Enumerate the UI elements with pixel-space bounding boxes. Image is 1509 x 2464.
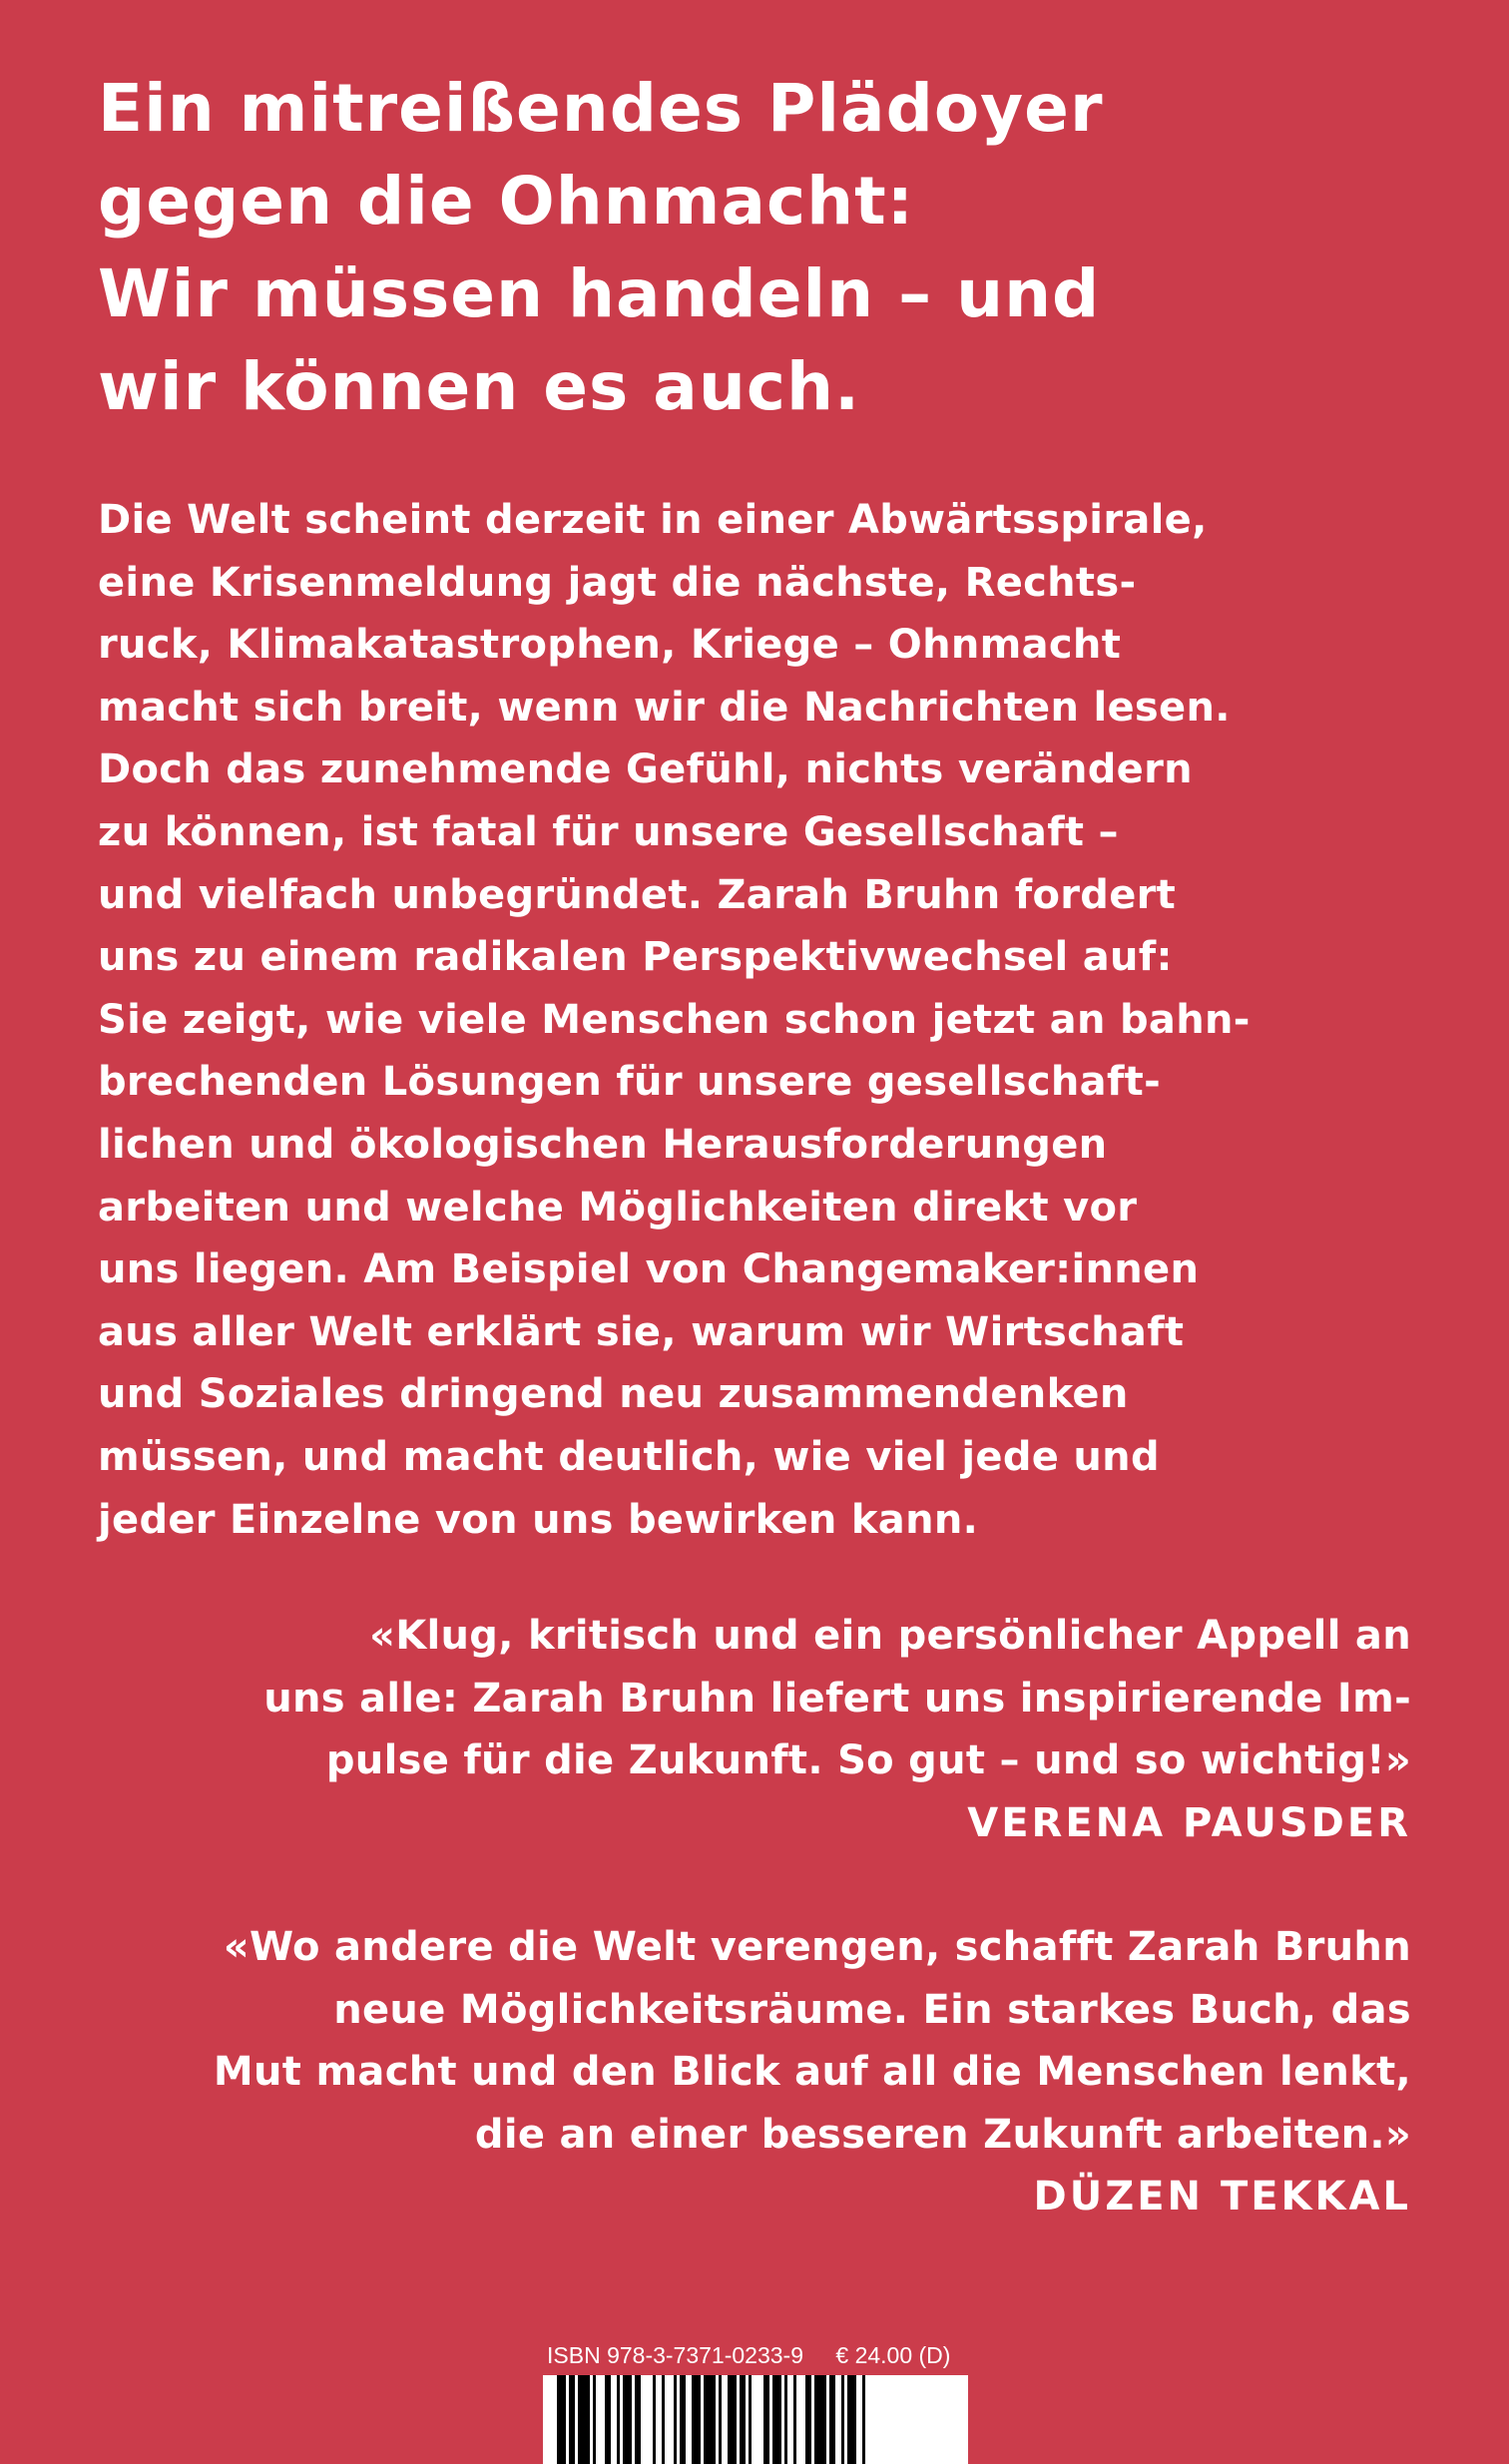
blurb-line: brechenden Lösungen für unsere gesellschaft- <box>98 1059 1161 1106</box>
blurb-line: Doch das zunehmende Gefühl, nichts verändern <box>98 746 1193 793</box>
blurb-line: jeder Einzelne von uns bewirken kann. <box>98 1496 979 1543</box>
barcode-bar <box>740 2375 746 2464</box>
quote-line: pulse für die Zukunft. So gut – und so wichtig!» <box>325 1737 1411 1784</box>
blurb-line: und Soziales dringend neu zusammendenken <box>98 1371 1129 1418</box>
blurb-line: aus aller Welt erklärt sie, warum wir Wirtschaft <box>98 1308 1185 1355</box>
testimonial-quote <box>214 1916 1411 2228</box>
barcode-bar <box>662 2375 665 2464</box>
barcode-bar <box>784 2375 787 2464</box>
blurb-line: Die Welt scheint derzeit in einer Abwärtsspirale, <box>98 497 1208 543</box>
barcode-bar <box>569 2375 575 2464</box>
isbn-price-line <box>547 2341 950 2369</box>
barcode-graphic <box>543 2375 968 2464</box>
barcode-bar <box>841 2375 844 2464</box>
blurb-line: eine Krisenmeldung jagt die nächste, Rechts- <box>98 559 1137 606</box>
barcode-bar <box>763 2375 769 2464</box>
isbn-number: ISBN 978-3-7371-0233-9 <box>547 2342 803 2368</box>
quote-line: neue Möglichkeitsräume. Ein starkes Buch, das <box>333 1986 1411 2033</box>
barcode-bar <box>680 2375 686 2464</box>
barcode-bar <box>593 2375 596 2464</box>
barcode-bar <box>692 2375 701 2464</box>
barcode-bar <box>635 2375 641 2464</box>
testimonial-quote <box>263 1605 1411 1854</box>
blurb-line: uns liegen. Am Beispiel von Changemaker:innen <box>98 1246 1200 1293</box>
barcode-bar <box>772 2375 781 2464</box>
quote-author: VERENA PAUSDER <box>967 1799 1411 1846</box>
barcode-bar <box>578 2375 590 2464</box>
barcode-icon <box>543 2375 968 2464</box>
barcode-bar <box>829 2375 835 2464</box>
blurb-line: ruck, Klimakatastrophen, Kriege – Ohnmacht <box>98 622 1122 669</box>
barcode-bar <box>728 2375 737 2464</box>
barcode-bar <box>674 2375 677 2464</box>
headline-line: Ein mitreißendes Plädoyer <box>98 70 1104 147</box>
barcode-bar <box>847 2375 856 2464</box>
quote-line: «Wo andere die Welt verengen, schafft Zarah Bruhn <box>223 1924 1411 1970</box>
quote-line: «Klug, kritisch und ein persönlicher Appell an <box>369 1613 1411 1659</box>
barcode-bar <box>719 2375 722 2464</box>
barcode-bar <box>704 2375 716 2464</box>
barcode-bar <box>653 2375 656 2464</box>
barcode-bar <box>793 2375 796 2464</box>
barcode-bar <box>605 2375 611 2464</box>
headline-line: wir können es auch. <box>98 348 861 425</box>
quote-author: DÜZEN TEKKAL <box>1033 2174 1411 2220</box>
blurb-line: und vielfach unbegründet. Zarah Bruhn fordert <box>98 871 1177 918</box>
quote-line: Mut macht und den Blick auf all die Menschen lenkt, <box>213 2049 1411 2096</box>
headline <box>98 62 1104 433</box>
barcode-bar <box>617 2375 620 2464</box>
barcode-bar <box>623 2375 632 2464</box>
barcode-bar <box>557 2375 566 2464</box>
barcode-bar <box>814 2375 826 2464</box>
blurb-line: macht sich breit, wenn wir die Nachrichten lesen. <box>98 684 1231 731</box>
headline-line: Wir müssen handeln – und <box>98 255 1101 332</box>
headline-line: gegen die Ohnmacht: <box>98 163 915 240</box>
quote-line: die an einer besseren Zukunft arbeiten.» <box>474 2111 1411 2158</box>
price: € 24.00 (D) <box>835 2342 951 2368</box>
blurb-line: arbeiten und welche Möglichkeiten direkt vor <box>98 1184 1138 1231</box>
barcode-bar <box>805 2375 811 2464</box>
blurb-text <box>98 489 1251 1551</box>
blurb-line: müssen, und macht deutlich, wie viel jede und <box>98 1433 1160 1480</box>
blurb-line: uns zu einem radikalen Perspektivwechsel auf: <box>98 934 1173 981</box>
blurb-line: lichen und ökologischen Herausforderungen <box>98 1121 1108 1168</box>
blurb-line: Sie zeigt, wie viele Menschen schon jetzt an bahn- <box>98 996 1251 1043</box>
blurb-line: zu können, ist fatal für unsere Gesellschaft – <box>98 808 1119 855</box>
barcode-bar <box>862 2375 865 2464</box>
barcode-bar <box>749 2375 752 2464</box>
quote-line: uns alle: Zarah Bruhn liefert uns inspirierende Im- <box>263 1675 1411 1722</box>
